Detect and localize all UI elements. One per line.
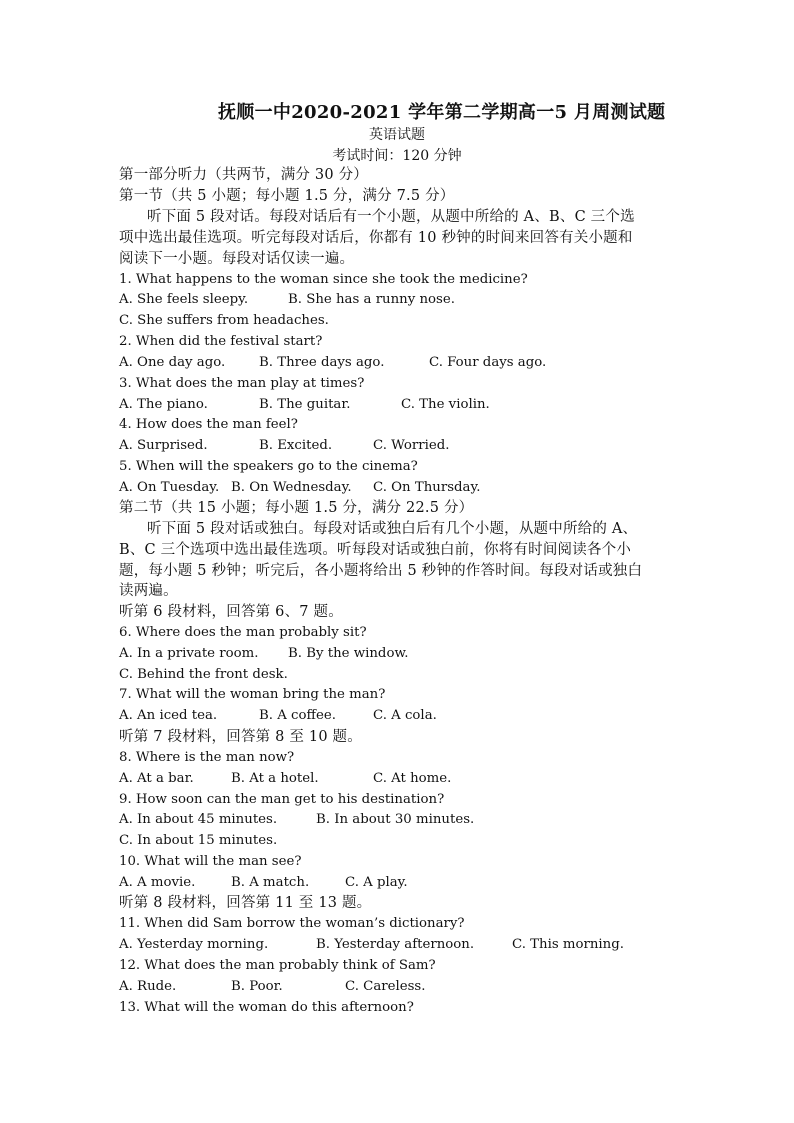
option-a: A. An iced tea. xyxy=(119,708,218,723)
subject-title: 英语试题 xyxy=(369,127,425,143)
section2-instruction-line: 读两遍。 xyxy=(119,583,178,599)
question-stem: 4. How does the man feel? xyxy=(119,417,298,432)
option-b: B. Three days ago. xyxy=(259,355,385,370)
question-stem: 9. How soon can the man get to his destination? xyxy=(119,792,445,807)
option-b: B. She has a runny nose. xyxy=(288,292,455,307)
question-stem: 10. What will the man see? xyxy=(119,854,302,869)
exam-title: 抚顺一中2020-2021 学年第二学期高一5 月周测试题 xyxy=(218,102,666,123)
section2-instruction-line: 题，每小题 5 秒钟；听完后，各小题将给出 5 秒钟的作答时间。每段对话或独白 xyxy=(119,563,643,579)
option-b: B. The guitar. xyxy=(259,397,351,412)
option-a: A. She feels sleepy. xyxy=(119,292,249,307)
option-c: C. On Thursday. xyxy=(373,480,481,495)
section1-instruction-line: 听下面 5 段对话。每段对话后有一个小题，从题中所给的 A、B、C 三个选 xyxy=(147,209,635,225)
option-a: A. Surprised. xyxy=(119,438,208,453)
option-c: C. Worried. xyxy=(373,438,450,453)
option-c: C. She suffers from headaches. xyxy=(119,313,329,328)
part1-heading: 第一部分听力（共两节，满分 30 分） xyxy=(119,167,368,183)
option-c: C. This morning. xyxy=(512,937,624,952)
section2-instruction-line: 听下面 5 段对话或独白。每段对话或独白后有几个小题，从题中所给的 A、 xyxy=(147,521,638,537)
option-a: A. A movie. xyxy=(119,875,196,890)
option-a: A. Rude. xyxy=(119,979,177,994)
question-stem: 7. What will the woman bring the man? xyxy=(119,687,386,702)
question-stem: 2. When did the festival start? xyxy=(119,334,323,349)
material-note: 听第 7 段材料，回答第 8 至 10 题。 xyxy=(119,729,362,745)
exam-time: 考试时间：120 分钟 xyxy=(332,148,462,164)
option-b: B. On Wednesday. xyxy=(231,480,352,495)
option-b: B. By the window. xyxy=(288,646,409,661)
section2-heading: 第二节（共 15 小题；每小题 1.5 分，满分 22.5 分） xyxy=(119,500,474,516)
option-a: A. In a private room. xyxy=(119,646,259,661)
section1-instruction-line: 项中选出最佳选项。听完每段对话后，你都有 10 秒钟的时间来回答有关小题和 xyxy=(119,230,633,246)
question-stem: 11. When did Sam borrow the woman’s dictionary? xyxy=(119,916,465,931)
option-a: A. The piano. xyxy=(119,397,208,412)
option-b: B. Poor. xyxy=(231,979,283,994)
option-b: B. Yesterday afternoon. xyxy=(316,937,475,952)
option-b: B. A coffee. xyxy=(259,708,336,723)
question-stem: 6. Where does the man probably sit? xyxy=(119,625,367,640)
option-c: C. A cola. xyxy=(373,708,437,723)
option-c: C. Careless. xyxy=(345,979,426,994)
section2-instruction-line: B、C 三个选项中选出最佳选项。听每段对话或独白前，你将有时间阅读各个小 xyxy=(119,542,632,558)
option-c: C. Four days ago. xyxy=(429,355,547,370)
question-stem: 8. Where is the man now? xyxy=(119,750,295,765)
question-stem: 12. What does the man probably think of Sam? xyxy=(119,958,436,973)
question-stem: 3. What does the man play at times? xyxy=(119,376,365,391)
option-c: C. Behind the front desk. xyxy=(119,667,288,682)
question-stem: 5. When will the speakers go to the cinema? xyxy=(119,459,418,474)
option-b: B. In about 30 minutes. xyxy=(316,812,475,827)
option-b: B. At a hotel. xyxy=(231,771,319,786)
option-c: C. At home. xyxy=(373,771,452,786)
option-b: B. A match. xyxy=(231,875,310,890)
option-a: A. Yesterday morning. xyxy=(119,937,269,952)
section1-heading: 第一节（共 5 小题；每小题 1.5 分，满分 7.5 分） xyxy=(119,188,455,204)
material-note: 听第 8 段材料，回答第 11 至 13 题。 xyxy=(119,895,372,911)
option-b: B. Excited. xyxy=(259,438,333,453)
option-c: C. In about 15 minutes. xyxy=(119,833,278,848)
option-c: C. A play. xyxy=(345,875,408,890)
option-c: C. The violin. xyxy=(401,397,490,412)
question-stem: 13. What will the woman do this afternoon? xyxy=(119,1000,414,1015)
option-a: A. In about 45 minutes. xyxy=(119,812,278,827)
option-a: A. One day ago. xyxy=(119,355,226,370)
material-note: 听第 6 段材料，回答第 6、7 题。 xyxy=(119,604,343,620)
option-a: A. At a bar. xyxy=(119,771,194,786)
section1-instruction-line: 阅读下一小题。每段对话仅读一遍。 xyxy=(119,251,355,267)
question-stem: 1. What happens to the woman since she took the medicine? xyxy=(119,272,528,287)
option-a: A. On Tuesday. xyxy=(119,480,220,495)
